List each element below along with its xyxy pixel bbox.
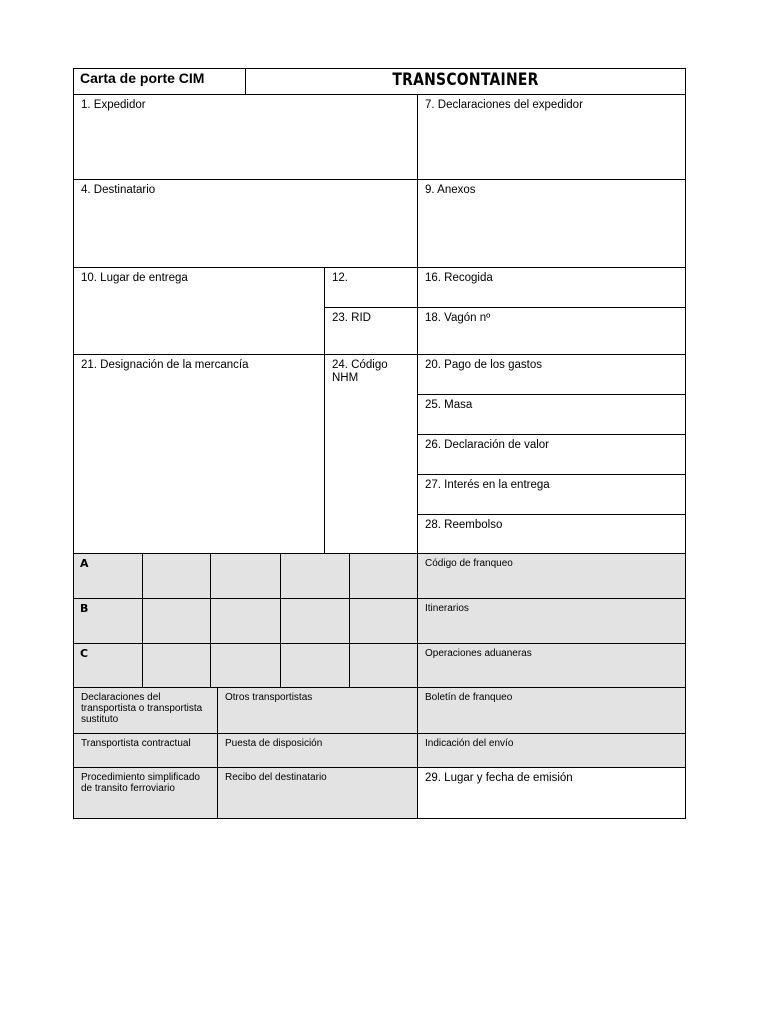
grid-row-a-label-cell[interactable] bbox=[73, 553, 143, 599]
field-boletin-franqueo-label: Boletín de franqueo bbox=[425, 692, 513, 703]
field-destinatario-label: 4. Destinatario bbox=[81, 184, 156, 196]
field-lugar-fecha-emision[interactable] bbox=[417, 767, 686, 819]
field-transportista-contractual-label: Transportista contractual bbox=[81, 738, 191, 749]
field-expedidor[interactable] bbox=[73, 94, 418, 180]
field-rid[interactable] bbox=[324, 307, 418, 355]
field-codigo-franqueo[interactable] bbox=[417, 553, 686, 599]
field-otros-transportistas-label: Otros transportistas bbox=[225, 692, 313, 703]
field-rid-label: 23. RID bbox=[332, 312, 371, 324]
grid-row-c-label: C bbox=[80, 647, 89, 660]
field-12[interactable] bbox=[324, 267, 418, 308]
grid-cell[interactable] bbox=[349, 643, 418, 688]
field-procedimiento-simplificado[interactable] bbox=[73, 767, 218, 819]
field-declaraciones-transportista-label: Declaraciones del transportista o transportista sustituto bbox=[81, 692, 203, 725]
field-itinerarios[interactable] bbox=[417, 598, 686, 644]
field-lugar-entrega-label: 10. Lugar de entrega bbox=[81, 272, 188, 284]
field-indicacion-envio[interactable] bbox=[417, 733, 686, 768]
field-procedimiento-simplificado-label: Procedimiento simplificado de transito ferroviario bbox=[81, 772, 200, 794]
brand-logo-text: TRANSCONTAINER bbox=[392, 70, 539, 90]
field-pago-gastos[interactable] bbox=[417, 354, 686, 395]
form-title-cell bbox=[73, 68, 246, 95]
brand-cell bbox=[245, 68, 686, 95]
field-vagon[interactable] bbox=[417, 307, 686, 355]
field-recogida-label: 16. Recogida bbox=[425, 272, 493, 284]
field-puesta-disposicion[interactable] bbox=[217, 733, 418, 768]
grid-cell[interactable] bbox=[210, 643, 281, 688]
grid-cell[interactable] bbox=[210, 598, 281, 644]
field-pago-gastos-label: 20. Pago de los gastos bbox=[425, 359, 542, 371]
grid-cell[interactable] bbox=[210, 553, 281, 599]
field-otros-transportistas[interactable] bbox=[217, 687, 418, 734]
grid-cell[interactable] bbox=[142, 598, 211, 644]
grid-cell[interactable] bbox=[349, 598, 418, 644]
field-vagon-label: 18. Vagón nº bbox=[425, 312, 491, 324]
grid-cell[interactable] bbox=[280, 598, 350, 644]
form-title: Carta de porte CIM bbox=[80, 70, 205, 86]
grid-row-b-label: B bbox=[80, 602, 89, 615]
grid-cell[interactable] bbox=[349, 553, 418, 599]
grid-cell[interactable] bbox=[142, 643, 211, 688]
field-boletin-franqueo[interactable] bbox=[417, 687, 686, 734]
field-operaciones-aduaneras[interactable] bbox=[417, 643, 686, 688]
field-codigo-franqueo-label: Código de franqueo bbox=[425, 558, 513, 569]
field-12-label: 12. bbox=[332, 272, 348, 284]
field-designacion-mercancia[interactable] bbox=[73, 354, 325, 554]
field-interes-entrega-label: 27. Interés en la entrega bbox=[425, 479, 550, 491]
grid-row-c-label-cell[interactable] bbox=[73, 643, 143, 688]
field-declaraciones-transportista[interactable] bbox=[73, 687, 218, 734]
grid-row-a-label: A bbox=[80, 557, 89, 570]
grid-cell[interactable] bbox=[280, 553, 350, 599]
field-operaciones-aduaneras-label: Operaciones aduaneras bbox=[425, 648, 532, 659]
field-expedidor-label: 1. Expedidor bbox=[81, 99, 146, 111]
field-designacion-mercancia-label: 21. Designación de la mercancía bbox=[81, 359, 249, 371]
field-masa-label: 25. Masa bbox=[425, 399, 473, 411]
field-reembolso[interactable] bbox=[417, 514, 686, 554]
field-interes-entrega[interactable] bbox=[417, 474, 686, 515]
field-indicacion-envio-label: Indicación del envío bbox=[425, 738, 514, 749]
field-codigo-nhm[interactable] bbox=[324, 354, 418, 554]
field-declaracion-valor-label: 26. Declaración de valor bbox=[425, 439, 550, 451]
field-declaraciones-expedidor[interactable] bbox=[417, 94, 686, 180]
field-masa[interactable] bbox=[417, 394, 686, 435]
field-transportista-contractual[interactable] bbox=[73, 733, 218, 768]
field-destinatario[interactable] bbox=[73, 179, 418, 268]
field-recibo-destinatario[interactable] bbox=[217, 767, 418, 819]
field-lugar-entrega[interactable] bbox=[73, 267, 325, 355]
field-reembolso-label: 28. Reembolso bbox=[425, 519, 503, 531]
field-recibo-destinatario-label: Recibo del destinatario bbox=[225, 772, 327, 783]
field-puesta-disposicion-label: Puesta de disposición bbox=[225, 738, 323, 749]
field-lugar-fecha-emision-label: 29. Lugar y fecha de emisión bbox=[425, 772, 573, 784]
field-itinerarios-label: Itinerarios bbox=[425, 603, 469, 614]
field-anexos[interactable] bbox=[417, 179, 686, 268]
field-declaraciones-expedidor-label: 7. Declaraciones del expedidor bbox=[425, 99, 583, 111]
grid-row-b-label-cell[interactable] bbox=[73, 598, 143, 644]
field-recogida[interactable] bbox=[417, 267, 686, 308]
field-codigo-nhm-label: 24. Código NHM bbox=[332, 359, 388, 384]
field-declaracion-valor[interactable] bbox=[417, 434, 686, 475]
field-anexos-label: 9. Anexos bbox=[425, 184, 476, 196]
grid-cell[interactable] bbox=[280, 643, 350, 688]
grid-cell[interactable] bbox=[142, 553, 211, 599]
